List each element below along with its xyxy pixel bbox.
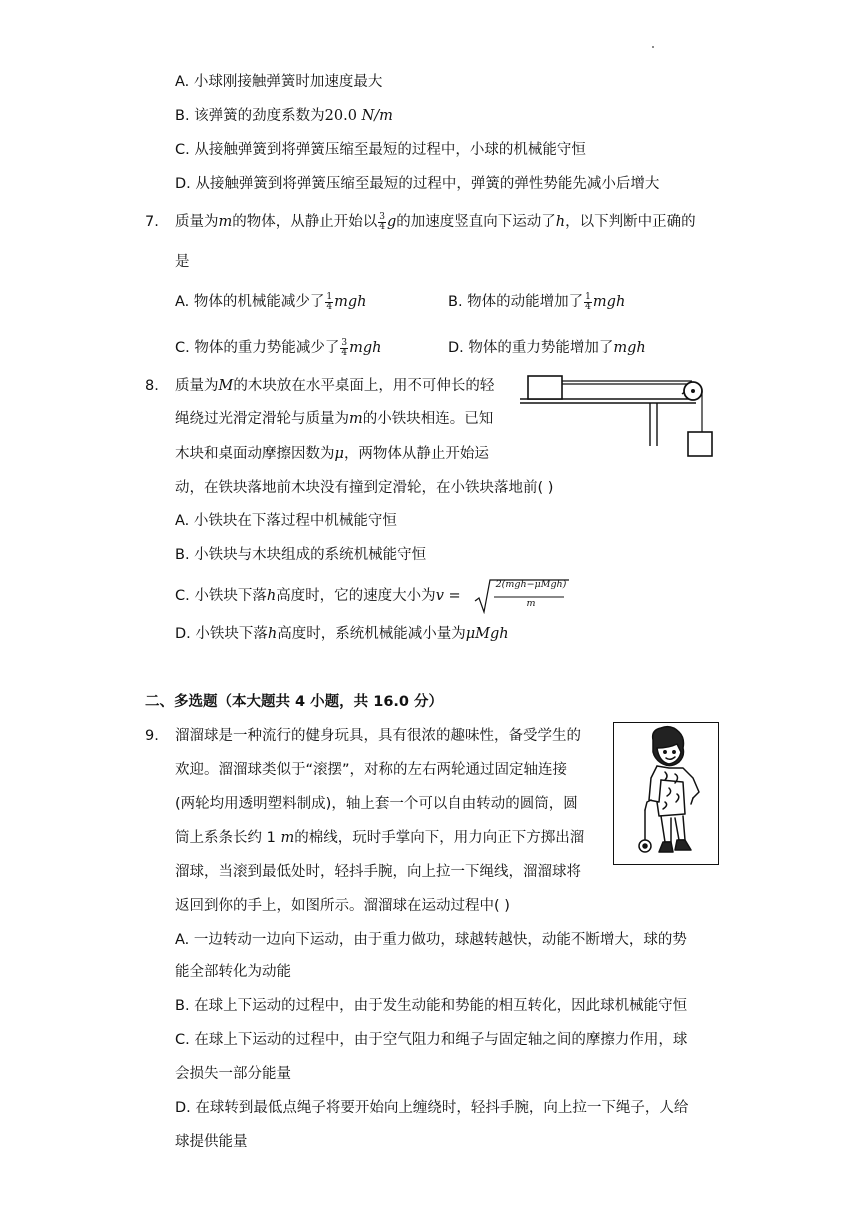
q8-wood-block (528, 376, 562, 399)
q8-option-c: C. 小铁块下落h高度时，它的速度大小为v = (175, 588, 461, 604)
q6-option-c: C. 从接触弹簧到将弹簧压缩至最短的过程中，小球的机械能守恒 (175, 142, 586, 158)
q8-option-b: B. 小铁块与木块组成的系统机械能守恒 (175, 547, 427, 563)
q9-stem-line1: 溜溜球是一种流行的健身玩具，具有很浓的趣味性，备受学生的 (175, 728, 581, 744)
q9-yoyo-boy-illustration (613, 722, 719, 865)
q9-option-a: A. 一边转动一边向下运动，由于重力做功，球越转越快，动能不断增大，球的势 (175, 932, 687, 948)
q6-option-b: B. 该弹簧的劲度系数为20.0 N/m (175, 108, 393, 124)
q8-table (520, 399, 696, 446)
q8-stem-line4: 动，在铁块落地前木块没有撞到定滑轮，在小铁块落地前( ) (175, 480, 554, 496)
q7-number: 7. (145, 214, 159, 230)
q8-option-a: A. 小铁块在下落过程中机械能守恒 (175, 513, 397, 529)
q9-option-a-cont: 能全部转化为动能 (175, 964, 291, 980)
q7-option-a: A. 物体的机械能减少了 $\frac{1}{4}$ mgh (175, 291, 367, 312)
q6-option-d: D. 从接触弹簧到将弹簧压缩至最短的过程中，弹簧的弹性势能先减小后增大 (175, 176, 660, 192)
q9-option-d-cont: 球提供能量 (175, 1134, 248, 1150)
q8-stem-line1: 质量为M的木块放在水平桌面上，用不可伸长的轻 (175, 378, 495, 394)
q9-stem-line6: 返回到你的手上，如图所示。溜溜球在运动过程中( ) (175, 898, 510, 914)
page-dot (652, 46, 654, 48)
q7-option-d: D. 物体的重力势能增加了mgh (448, 340, 646, 356)
q8-iron-block (688, 432, 712, 456)
q7-option-c: C. 物体的重力势能减少了 $\frac{3}{4}$ mgh (175, 337, 382, 358)
q8-stem-line2: 绳绕过光滑定滑轮与质量为m的小铁块相连。已知 (175, 411, 494, 427)
q7-option-b: B. 物体的动能增加了 $\frac{1}{4}$ mgh (448, 291, 626, 312)
q9-option-d: D. 在球转到最低点绳子将要开始向上缠绕时，轻抖手腕，向上拉一下绳子，人给 (175, 1100, 689, 1116)
q9-stem-line3: (两轮均用透明塑料制成)，轴上套一个可以自由转动的圆筒，圆 (175, 796, 578, 812)
q9-stem-line4: 筒上系条长约 1 m的棉线，玩时手掌向下，用力向正下方掷出溜 (175, 830, 585, 846)
section-heading-multiple-choice: 二、多选题（本大题共 4 小题，共 16.0 分） (145, 694, 444, 710)
q7-stem: 质量为m的物体，从静止开始以 $\frac{3}{4}$ g的加速度竖直向下运动了h，以下判断中正确的 (175, 211, 696, 232)
q7-fraction: $\frac{3}{4}$ (379, 211, 385, 232)
q8-sqrt-denominator: m (526, 598, 536, 609)
q8-pulley-diagram (520, 370, 720, 462)
q8-option-d: D. 小铁块下落h高度时，系统机械能减小量为μMgh (175, 626, 509, 642)
q8-sqrt-numerator: 2(mgh−μMgh) (495, 579, 567, 590)
q9-stem-line5: 溜球，当滚到最低处时，轻抖手腕，向上拉一下绳线，溜溜球将 (175, 864, 581, 880)
q9-stem-line2: 欢迎。溜溜球类似于“滚摆”，对称的左右两轮通过固定轴连接 (175, 762, 568, 778)
q9-number: 9. (145, 728, 159, 744)
q8-number: 8. (145, 378, 159, 394)
q8-stem-line3: 木块和桌面动摩擦因数为μ，两物体从静止开始运 (175, 446, 489, 462)
q9-option-b: B. 在球上下运动的过程中，由于发生动能和势能的相互转化，因此球机械能守恒 (175, 998, 688, 1014)
q6-option-a: A. 小球刚接触弹簧时加速度最大 (175, 74, 383, 90)
q7-stem-line2: 是 (175, 254, 190, 270)
q9-option-c: C. 在球上下运动的过程中，由于空气阻力和绳子与固定轴之间的摩擦力作用，球 (175, 1032, 688, 1048)
q9-option-c-cont: 会损失一部分能量 (175, 1066, 291, 1082)
